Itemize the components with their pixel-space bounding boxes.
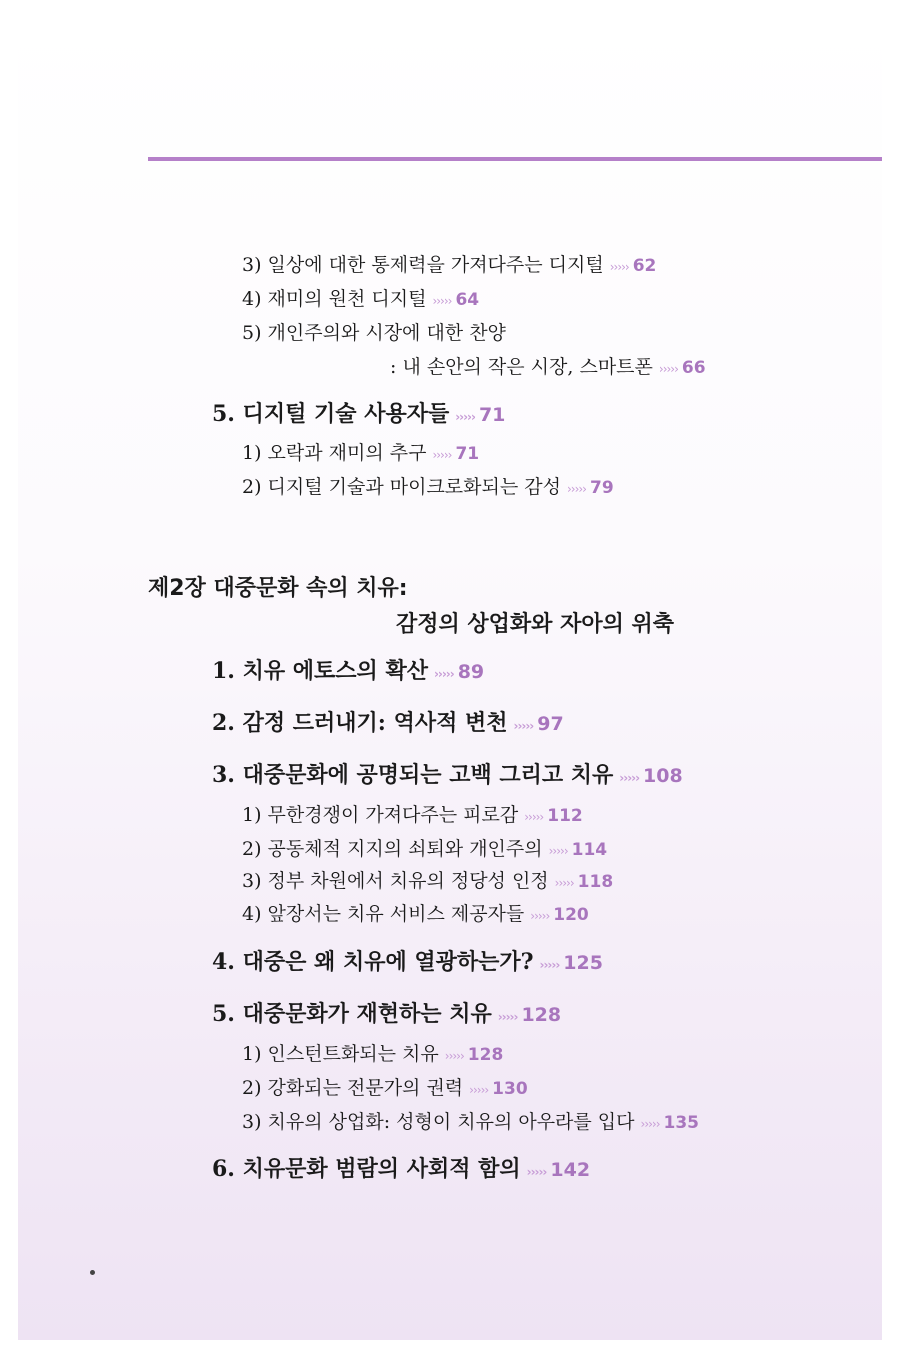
leader-arrows-icon: ››››› <box>513 719 534 733</box>
leader-arrows-icon: ››››› <box>554 876 574 890</box>
header-rule <box>148 157 882 161</box>
page-number: 125 <box>563 952 603 974</box>
toc-section <box>212 951 603 973</box>
toc-entry <box>242 290 479 309</box>
page-number: 66 <box>681 358 706 378</box>
entry-title: 2) 공동체적 지지의 쇠퇴와 개인주의 <box>242 838 543 860</box>
page-number: 135 <box>663 1113 700 1133</box>
page-number: 64 <box>455 290 480 310</box>
toc-section <box>212 764 683 786</box>
toc-section <box>212 660 484 682</box>
chapter-title: 제2장 대중문화 속의 치유: <box>148 576 408 601</box>
entry-title: 3) 치유의 상업화: 성형이 치유의 아우라를 입다 <box>242 1111 635 1133</box>
page-number: 112 <box>547 806 583 826</box>
leader-arrows-icon: ››››› <box>433 667 454 681</box>
leader-arrows-icon: ››››› <box>432 448 452 462</box>
page-number: 71 <box>455 444 480 464</box>
toc-section <box>212 1003 561 1025</box>
leader-arrows-icon: ››››› <box>524 810 544 824</box>
entry-title: 4) 앞장서는 치유 서비스 제공자들 <box>242 903 525 925</box>
page-number: 97 <box>537 713 564 735</box>
leader-arrows-icon: ››››› <box>658 362 678 376</box>
leader-arrows-icon: ››››› <box>530 909 550 923</box>
toc-section <box>212 1158 590 1180</box>
toc-entry <box>242 806 583 825</box>
section-title: 2. 감정 드러내기: 역사적 변천 <box>212 710 508 736</box>
section-title: 6. 치유문화 범람의 사회적 함의 <box>212 1156 521 1182</box>
section-title: 3. 대중문화에 공명되는 고백 그리고 치유 <box>212 762 614 788</box>
toc-entry <box>242 840 607 859</box>
toc-entry <box>242 905 589 924</box>
page-number: 130 <box>492 1079 528 1099</box>
section-title: 4. 대중은 왜 치유에 열광하는가? <box>212 949 534 975</box>
leader-arrows-icon: ››››› <box>640 1117 660 1131</box>
toc-entry <box>242 1079 528 1098</box>
entry-title: 5) 개인주의와 시장에 대한 찬양 <box>242 322 506 344</box>
leader-arrows-icon: ››››› <box>432 294 452 308</box>
page-number: 114 <box>571 840 608 860</box>
entry-title: 4) 재미의 원천 디지털 <box>242 288 427 310</box>
entry-title: : 내 손안의 작은 시장, 스마트폰 <box>390 356 653 378</box>
page-number: 89 <box>457 661 485 683</box>
ink-speck <box>90 1270 95 1275</box>
page-number: 128 <box>521 1004 562 1026</box>
entry-title: 1) 무한경쟁이 가져다주는 피로감 <box>242 804 519 826</box>
page-number: 142 <box>550 1159 591 1181</box>
toc-entry <box>242 1113 699 1132</box>
leader-arrows-icon: ››››› <box>539 958 560 972</box>
toc-entry <box>242 1045 503 1064</box>
section-title: 1. 치유 에토스의 확산 <box>212 658 428 684</box>
entry-title: 1) 인스턴트화되는 치유 <box>242 1043 439 1065</box>
entry-title: 1) 오락과 재미의 추구 <box>242 442 427 464</box>
entry-title: 3) 일상에 대한 통제력을 가져다주는 디지털 <box>242 254 604 276</box>
toc-entry <box>242 324 506 343</box>
leader-arrows-icon: ››››› <box>566 482 586 496</box>
page-number: 120 <box>553 905 589 925</box>
toc-entry <box>242 478 614 497</box>
entry-title: 2) 디지털 기술과 마이크로화되는 감성 <box>242 476 561 498</box>
leader-arrows-icon: ››››› <box>455 410 475 424</box>
toc-entry-continuation <box>390 358 706 377</box>
chapter-subtitle: 감정의 상업화와 자아의 위축 <box>396 612 675 637</box>
page-number: 128 <box>467 1045 504 1065</box>
leader-arrows-icon: ››››› <box>444 1049 464 1063</box>
toc-section <box>212 712 564 734</box>
leader-arrows-icon: ››››› <box>609 260 629 274</box>
leader-arrows-icon: ››››› <box>526 1165 547 1179</box>
leader-arrows-icon: ››››› <box>548 844 568 858</box>
entry-title: 2) 강화되는 전문가의 권력 <box>242 1077 464 1099</box>
toc-entry <box>242 256 656 275</box>
entry-title: 3) 정부 차원에서 치유의 정당성 인정 <box>242 870 549 892</box>
toc-entry <box>242 872 613 891</box>
leader-arrows-icon: ››››› <box>619 771 640 785</box>
page-number: 71 <box>478 404 506 426</box>
page-number: 79 <box>589 478 614 498</box>
page-number: 118 <box>577 872 614 892</box>
section-title: 5. 대중문화가 재현하는 치유 <box>212 1001 492 1027</box>
section-title: 5. 디지털 기술 사용자들 <box>212 401 450 427</box>
leader-arrows-icon: ››››› <box>497 1010 518 1024</box>
leader-arrows-icon: ››››› <box>469 1083 489 1097</box>
toc-entry <box>242 444 479 463</box>
page-number: 108 <box>643 765 683 787</box>
page-number: 62 <box>632 256 657 276</box>
toc-section <box>212 403 505 425</box>
